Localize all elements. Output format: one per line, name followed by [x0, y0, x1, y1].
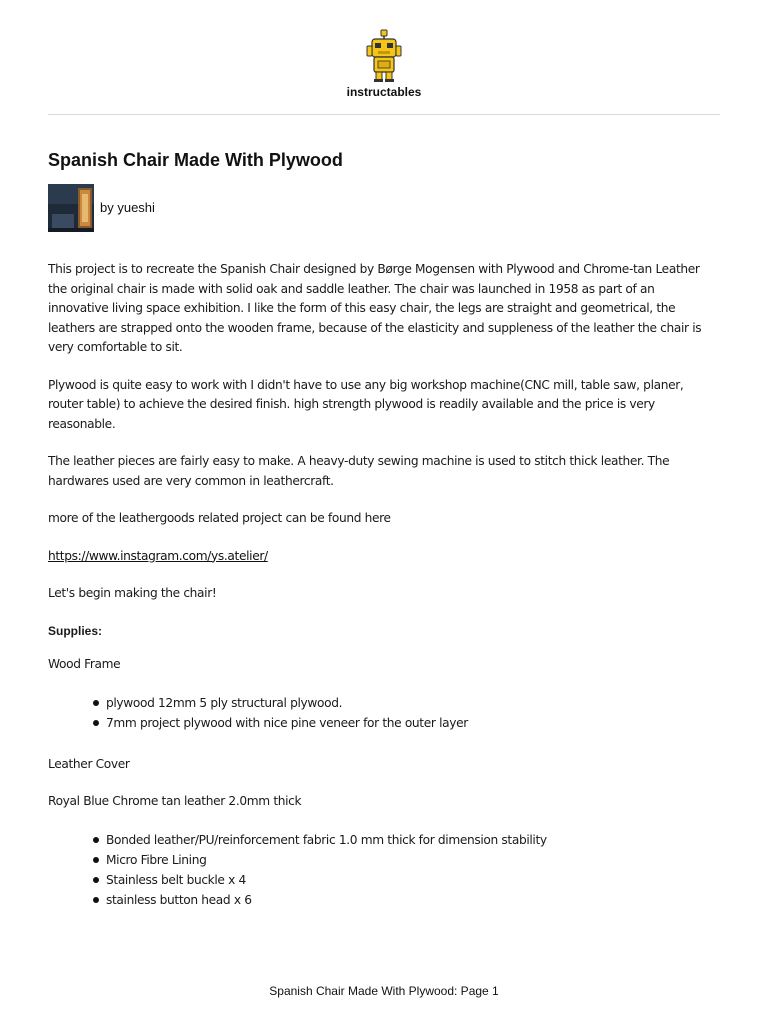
page-footer: Spanish Chair Made With Plywood: Page 1: [269, 984, 499, 998]
wood-frame-list: [48, 693, 708, 733]
paragraph-intro: This project is to recreate the Spanish Chair designed by Børge Mogensen with Plywood and Chrome-tan Leather the original chair is made with solid oak and saddle leather. The chair was launched in 1958 as part of an innovative living space exhibition. I like the form of this easy chair, the legs are straight and geometrical, the leathers are strapped onto the wooden frame, because of the elasticity and suppleness of the leather the chair is very comfortable to sit.: [48, 262, 702, 354]
header-divider: [48, 114, 720, 115]
author-name[interactable]: by yueshi: [100, 200, 155, 215]
paragraph-plywood: Plywood is quite easy to work with I didn't have to use any big workshop machine(CNC mill, table saw, planer, router table) to achieve the desired finish. high strength plywood is readily available and the price is very reasonable.: [48, 377, 684, 431]
link-paragraph: [48, 547, 708, 567]
list-item: Stainless belt buckle x 4: [106, 870, 708, 890]
brand-name[interactable]: instructables: [346, 85, 422, 99]
author-block: [48, 184, 155, 232]
list-item: Micro Fibre Lining: [106, 850, 708, 870]
paragraph-more: more of the leathergoods related project can be found here: [48, 511, 391, 525]
list-item: stainless button head x 6: [106, 890, 708, 910]
wood-frame-heading: Wood Frame: [48, 657, 121, 671]
supplies-label: Supplies:: [48, 623, 103, 638]
list-item: Bonded leather/PU/reinforcement fabric 1.0 mm thick for dimension stability: [106, 830, 708, 850]
leather-cover-heading: Leather Cover: [48, 756, 130, 771]
leather-cover-list: [48, 830, 708, 910]
paragraph-closing: Let's begin making the chair!: [48, 586, 217, 600]
instructables-robot-logo-icon[interactable]: [362, 28, 406, 84]
article-body: [48, 260, 708, 932]
article-title: Spanish Chair Made With Plywood: [48, 150, 343, 170]
avatar[interactable]: [48, 184, 94, 232]
list-item: 7mm project plywood with nice pine veneer for the outer layer: [106, 713, 708, 733]
leather-cover-subheading: Royal Blue Chrome tan leather 2.0mm thick: [48, 794, 302, 808]
site-header: [0, 28, 768, 99]
instagram-link[interactable]: https://www.instagram.com/ys.atelier/: [48, 548, 268, 563]
paragraph-leather: The leather pieces are fairly easy to make. A heavy-duty sewing machine is used to stitch thick leather. The hardwares used are very common in leathercraft.: [48, 454, 670, 488]
list-item: plywood 12mm 5 ply structural plywood.: [106, 693, 708, 713]
